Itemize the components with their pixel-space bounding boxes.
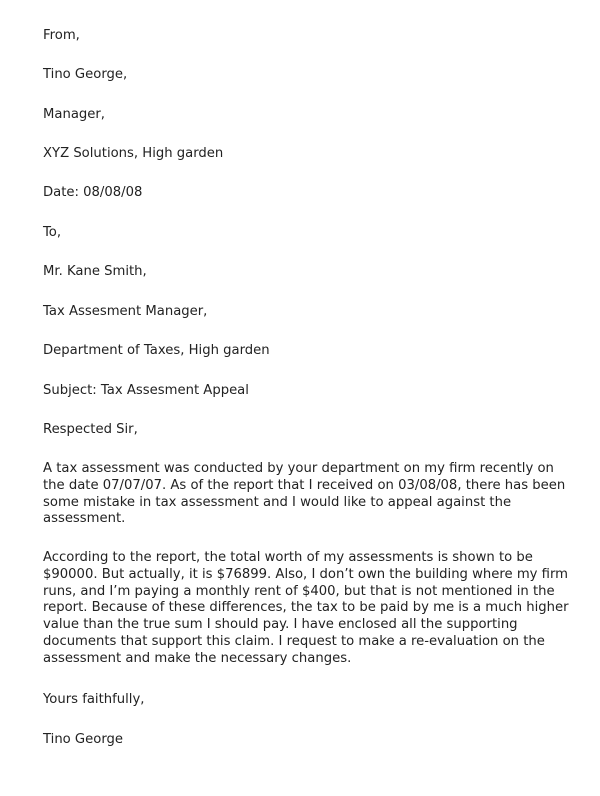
recipient-title: Tax Assesment Manager, (43, 304, 208, 319)
from-label: From, (43, 28, 80, 43)
sender-title: Manager, (43, 107, 105, 122)
paragraph-line: documents that support this claim. I request to make a re-evaluation on the (43, 633, 545, 649)
paragraph-line: $90000. But actually, it is $76899. Also, I don’t own the building where my firm (43, 566, 569, 582)
to-label: To, (43, 225, 62, 240)
paragraph-line: report. Because of these differences, the tax to be paid by me is a much higher (43, 600, 569, 616)
paragraph-line: A tax assessment was conducted by your department on my firm recently on (43, 461, 554, 476)
paragraph-line: According to the report, the total worth of my assessments is shown to be (43, 550, 533, 565)
recipient-department: Department of Taxes, High garden (43, 343, 270, 358)
letter-date: Date: 08/08/08 (43, 185, 143, 200)
salutation: Respected Sir, (43, 422, 138, 437)
paragraph-line: the date 07/07/07. As of the report that I received on 03/08/08, there has been (43, 477, 566, 493)
signature: Tino George (43, 732, 124, 747)
sender-company: XYZ Solutions, High garden (43, 146, 224, 161)
body-paragraph-2 (43, 550, 573, 668)
paragraph-line: assessment and make the necessary changes. (43, 650, 352, 666)
recipient-name: Mr. Kane Smith, (43, 264, 147, 279)
closing: Yours faithfully, (43, 692, 145, 707)
paragraph-line: runs, and I’m paying a monthly rent of $400, but that is not mentioned in the (43, 583, 555, 599)
sender-name: Tino George, (43, 67, 128, 82)
body-paragraph-1 (43, 461, 573, 528)
subject-line: Subject: Tax Assesment Appeal (43, 383, 249, 398)
paragraph-line: value than the true sum I should pay. I have enclosed all the supporting (43, 617, 518, 633)
paragraph-line: assessment. (43, 511, 126, 527)
paragraph-line: some mistake in tax assessment and I would like to appeal against the (43, 494, 512, 510)
